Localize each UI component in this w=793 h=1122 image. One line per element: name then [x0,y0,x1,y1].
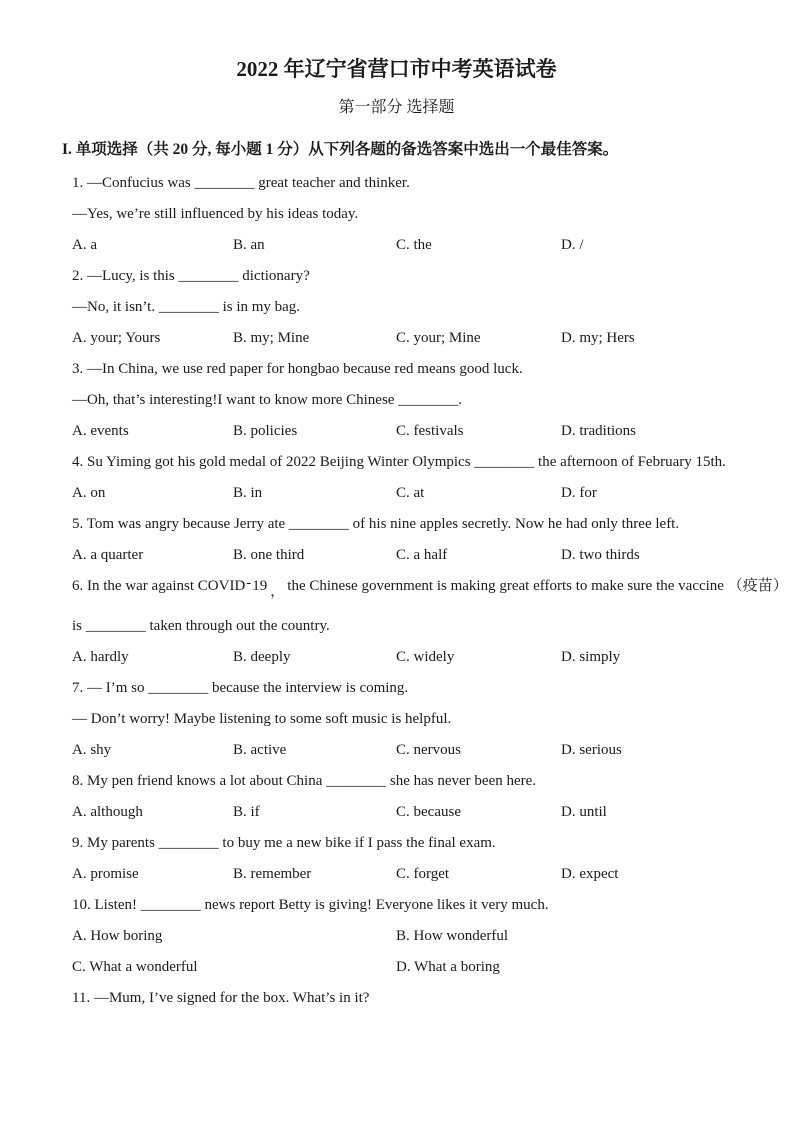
question-1-options [72,236,753,255]
question-10 [72,896,753,977]
question-7 [72,679,753,760]
question-8-option-a: A. although [72,804,143,820]
question-6-option-b: B. deeply [233,649,291,665]
question-3-option-c: C. festivals [396,423,464,439]
question-5-option-d: D. two thirds [561,547,640,563]
question-6 [72,575,788,667]
question-10-option-d: D. What a boring [396,959,500,975]
question-10-option-c: C. What a wonderful [72,959,198,975]
question-1-option-a: A. a [72,237,97,253]
question-9-option-c: C. forget [396,866,450,882]
question-9-option-a: A. promise [72,866,139,882]
question-9 [72,834,753,884]
question-2-line-2: —No, it isn’t. ________ is in my bag. [72,299,301,315]
question-4-option-d: D. for [561,485,597,501]
question-8-option-b: B. if [233,804,260,820]
question-8-line-1: 8. My pen friend knows a lot about China ________ she has never been here. [72,773,537,789]
question-5-options [72,546,753,565]
question-7-line-2: — Don’t worry! Maybe listening to some soft music is helpful. [72,711,452,727]
question-11-line-1: 11. —Mum, I’ve signed for the box. What’s in it? [72,990,370,1006]
question-6-text-post: the Chinese government is making great efforts to make sure the vaccine （疫苗） [287,578,788,594]
question-6-option-d: D. simply [561,649,621,665]
question-4-option-b: B. in [233,485,263,501]
question-10-option-a: A. How boring [72,928,163,944]
question-6-line-2: is ________ taken through out the country. [72,618,330,634]
question-10-option-b: B. How wonderful [396,928,509,944]
question-7-option-a: A. shy [72,742,112,758]
question-3-line-1: 3. —In China, we use red paper for hongbao because red means good luck. [72,361,523,377]
question-8-options [72,803,753,822]
question-9-options [72,865,753,884]
question-6-line-1 [72,575,788,600]
question-3-line-2: —Oh, that’s interesting!I want to know more Chinese ________. [72,392,462,408]
question-9-option-b: B. remember [233,866,312,882]
question-6-options [72,648,753,667]
question-7-option-b: B. active [233,742,287,758]
question-6-low-comma: ， [270,585,285,600]
question-1-line-1: 1. —Confucius was ________ great teacher and thinker. [72,175,410,191]
question-7-option-d: D. serious [561,742,622,758]
exam-title: 2022 年辽宁省营口市中考英语试卷 [236,57,557,81]
question-3-option-b: B. policies [233,423,298,439]
question-8-option-d: D. until [561,804,607,820]
question-11 [72,989,753,1008]
question-7-options [72,741,753,760]
question-10-line-1: 10. Listen! ________ news report Betty is giving! Everyone likes it very much. [72,897,549,913]
question-2 [72,267,753,348]
question-10-options-row-1 [72,927,753,946]
question-6-option-c: C. widely [396,649,455,665]
question-6-option-a: A. hardly [72,649,129,665]
question-6-text-num: 19 [252,578,268,594]
question-6-text-pre: 6. In the war against COVID [72,578,246,594]
question-5-option-b: B. one third [233,547,305,563]
question-2-option-a: A. your; Yours [72,330,161,346]
question-2-options [72,329,753,348]
question-5-option-c: C. a half [396,547,448,563]
question-4-options [72,484,753,503]
question-2-option-c: C. your; Mine [396,330,481,346]
question-3-options [72,422,753,441]
question-10-options-row-2 [72,958,753,977]
section-instruction: I. 单项选择（共 20 分, 每小题 1 分）从下列各题的备选答案中选出一个最佳答案。 [62,141,619,158]
question-5-line-1: 5. Tom was angry because Jerry ate ________ of his nine apples secretly. Now he had only three left. [72,516,680,532]
question-1-option-c: C. the [396,237,432,253]
question-9-option-d: D. expect [561,866,619,882]
question-3 [72,360,753,441]
question-2-line-1: 2. —Lucy, is this ________ dictionary? [72,268,310,284]
question-3-option-a: A. events [72,423,129,439]
part-heading: 第一部分 选择题 [338,99,455,116]
question-2-option-d: D. my; Hers [561,330,635,346]
question-4-option-c: C. at [396,485,425,501]
question-8-option-c: C. because [396,804,461,820]
question-6-raised-hyphen: - [246,575,252,591]
question-4-line-1: 4. Su Yiming got his gold medal of 2022 Beijing Winter Olympics ________ the afternoon of February 15th. [72,454,726,470]
question-8 [72,772,753,822]
question-7-option-c: C. nervous [396,742,461,758]
question-5 [72,515,753,565]
question-4-option-a: A. on [72,485,106,501]
question-3-option-d: D. traditions [561,423,636,439]
question-2-option-b: B. my; Mine [233,330,310,346]
question-1-option-d: D. / [561,237,584,253]
question-5-option-a: A. a quarter [72,547,144,563]
question-1-option-b: B. an [233,237,265,253]
question-4 [72,453,753,503]
question-9-line-1: 9. My parents ________ to buy me a new bike if I pass the final exam. [72,835,496,851]
question-1-line-2: —Yes, we’re still influenced by his ideas today. [72,206,359,222]
question-7-line-1: 7. — I’m so ________ because the interview is coming. [72,680,409,696]
question-1 [72,174,753,255]
